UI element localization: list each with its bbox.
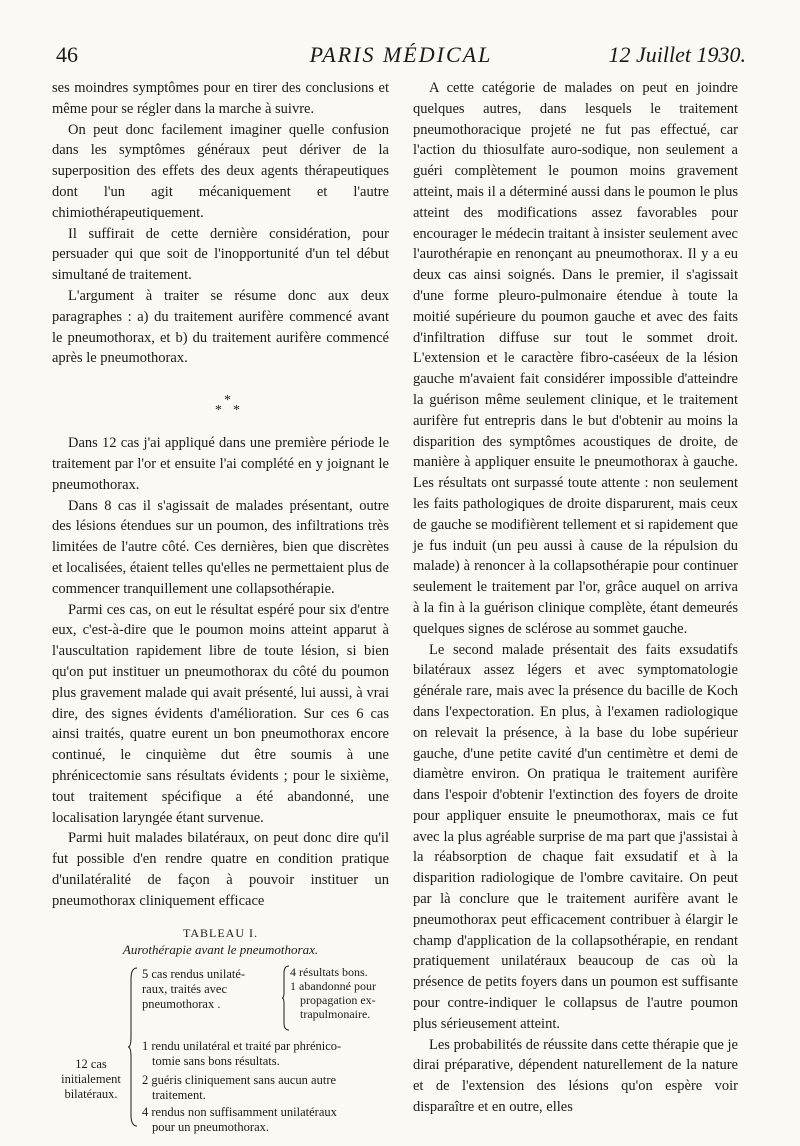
table-title: TABLEAU I. <box>182 926 259 941</box>
entry-line: pneumothorax . <box>142 997 221 1012</box>
entry-line: traitement. <box>152 1088 206 1103</box>
entry-line: 5 cas rendus unilaté- <box>142 967 246 982</box>
page-header <box>56 42 746 70</box>
issue-date: 12 Juillet 1930. <box>608 42 746 67</box>
row-label-line: initialement <box>61 1072 121 1087</box>
right-column <box>413 78 738 1118</box>
paragraph: Dans 8 cas il s'agissait de malades présentant, outre des lésions étendues sur un poumon, des infiltrations très limitées de l'autre côté. Ces dernières, bien que discrètes et localisées, étaient telles qu'elles ne permettaient plus de commencer tranquillement une collapsothérapie. <box>52 497 389 597</box>
entry-line: 1 abandonné pour <box>290 979 376 994</box>
table-row-label <box>58 1057 124 1102</box>
table-body <box>52 965 389 1135</box>
separator-star: * <box>233 403 240 419</box>
outer-brace <box>128 967 138 1127</box>
paragraph: Parmi huit malades bilatéraux, on peut donc dire qu'il fut possible d'en rendre quatre en condition pratique d'unilatéralité de façon à pouvoir instituer un pneumothorax cliniquement efficace <box>52 830 389 909</box>
paragraph: Parmi ces cas, on eut le résultat espéré pour six d'entre eux, c'est-à-dire que le poumon moins atteint apparut à l'auscultation rapidement libre de toute lésion, si bien qu'on put instituer un pneumothorax du côté du poumon plus gravement malade qui avait présenté, lui aussi, à vrai dire, des signes évidents d'amélioration. Sur ces 6 cas ainsi traités, quatre eurent un bon pneumothorax encore continué, le cinquième dut être soumis à une phrénicectomie sans résultats évidents ; pour le sixième, tout traitement spécifique a été abandonné, une localisation laryngée étant survenue. <box>52 601 389 826</box>
separator-star: * <box>224 393 231 409</box>
section-separator <box>52 369 389 433</box>
entry-line: raux, traités avec <box>142 982 228 997</box>
table-subentry <box>290 965 390 1021</box>
table-entry <box>142 1105 390 1135</box>
entry-line: propagation ex- <box>300 993 376 1008</box>
row-label-line: 12 cas <box>75 1057 107 1072</box>
paragraph: L'argument à traiter se résume donc aux deux paragraphes : a) du traitement aurifère commencé avant le pneumothorax, et b) du traitement aurifère commencé après le pneumothorax. <box>52 287 389 367</box>
table-entry <box>142 1039 390 1069</box>
table-entry <box>142 967 282 1012</box>
paragraph: Le second malade présentait des faits exsudatifs bilatéraux assez légers et avec symptomatologie générale rare, mais avec la présence du bacille de Koch dans l'expectoration. En plus, à l'examen radiologique on relevait la présence, à la base du lobe supérieur gauche, d'une petite cavité d'un centimètre et demi de diamètre environ. On pratiqua le traitement aurifère dans l'espoir d'obtenir l'extinction des foyers de droite pour appliquer ensuite le pneumothorax, mais ce fut avec la plus agréable surprise de ma part que j'assistai à la réabsorption de chaque fait exsudatif et à la disparition radiologique de l'ombre cavitaire. On peut par là conclure que le traitement aurifère avant le pneumothorax peut efficacement contribuer à élargir le champ d'application de la collapsothérapie, en rendant pratiquement unilatéraux beaucoup de cas où la présence de petits foyers dans un poumon est suffisante pour contre-indiquer le collapsus de l'autre poumon plus sérieusement atteint. <box>413 641 738 1032</box>
entry-line: pour un pneumothorax. <box>152 1120 269 1135</box>
paragraph: A cette catégorie de malades on peut en joindre quelques autres, dans lesquels le traitement pneumothoracique projeté ne fut pas effectué, car l'action du thiosulfate auro-sodique, non seulement a guéri complètement le poumon moins gravement atteint, mais il a déterminé aussi dans le poumon le plus atteint des modifications assez favorables pour encourager le médecin traitant à insister seulement avec l'aurothérapie en renonçant au pneumothorax. Il y a eu deux cas ainsi soignés. Dans le premier, il s'agissait d'une forme pleuro-pulmonaire étendue à toute la moitié supérieure du poumon gauche et avec des faits d'infiltration diffuse sur tout le sommet droit. L'extension et le caractère fibro-caséeux de la lésion gauche m'avaient fait considérer impossible d'atteindre la guérison même seulement clinique, et le traitement aurifère fut entrepris dans le but d'obtenir au moins la disparition des symptômes acoustiques de droite, de manière à appliquer ensuite le pneumothorax à gauche. Les résultats ont surpassé toute attente : non seulement les faits pathologiques de droite disparurent, mais ceux de gauche se modifièrent tellement et si rapidement que je fus induit (un peu aussi à cause de la répulsion du malade) à renoncer à la collapsothérapie pour continuer seulement le traitement par l'or, grâce auquel on arriva à la fin à la guérison clinique complète, étant demeurés quelques signes de sclérose au sommet gauche. <box>413 80 738 637</box>
paragraph: Les probabilités de réussite dans cette thérapie que je dirai préparative, dépendent naturellement de la nature et de l'extension des lésions qu'on espère voir disparaître et en outre, elles <box>413 1036 738 1116</box>
entry-line: 2 guéris cliniquement sans aucun autre <box>142 1073 337 1088</box>
entry-line: tomie sans bons résultats. <box>152 1054 280 1069</box>
paragraph: ses moindres symptômes pour en tirer des conclusions et même pour se régler dans la marche à suivre. <box>52 80 389 117</box>
inner-brace <box>282 965 290 1031</box>
table-entry <box>142 1073 390 1103</box>
entry-line: trapulmonaire. <box>300 1007 371 1022</box>
running-title: PARIS MÉDICAL <box>309 42 493 67</box>
paragraph: On peut donc facilement imaginer quelle confusion dans les symptômes généraux peut dériver de la superposition des effets des deux agents thérapeutiques dont l'un agit mécaniquement et l'autre chimiothérapeutiquement. <box>52 121 389 221</box>
left-column <box>52 78 389 1135</box>
entry-line: 4 rendus non suffisamment unilatéraux <box>142 1105 337 1120</box>
paragraph: Dans 12 cas j'ai appliqué dans une première période le traitement par l'or et ensuite l'ai complété en y joignant le pneumothorax. <box>52 435 389 493</box>
entry-line: 4 résultats bons. <box>290 965 368 980</box>
entry-line: 1 rendu unilatéral et traité par phrénico- <box>142 1039 342 1054</box>
table-subtitle: Aurothérapie avant le pneumothorax. <box>122 942 319 958</box>
separator-star: * <box>215 403 222 419</box>
row-label-line: bilatéraux. <box>64 1087 118 1102</box>
page-number: 46 <box>56 42 78 67</box>
paragraph: Il suffirait de cette dernière considération, pour persuader qui que soit de l'inopportunité d'un tel début simultané de traitement. <box>52 225 389 284</box>
